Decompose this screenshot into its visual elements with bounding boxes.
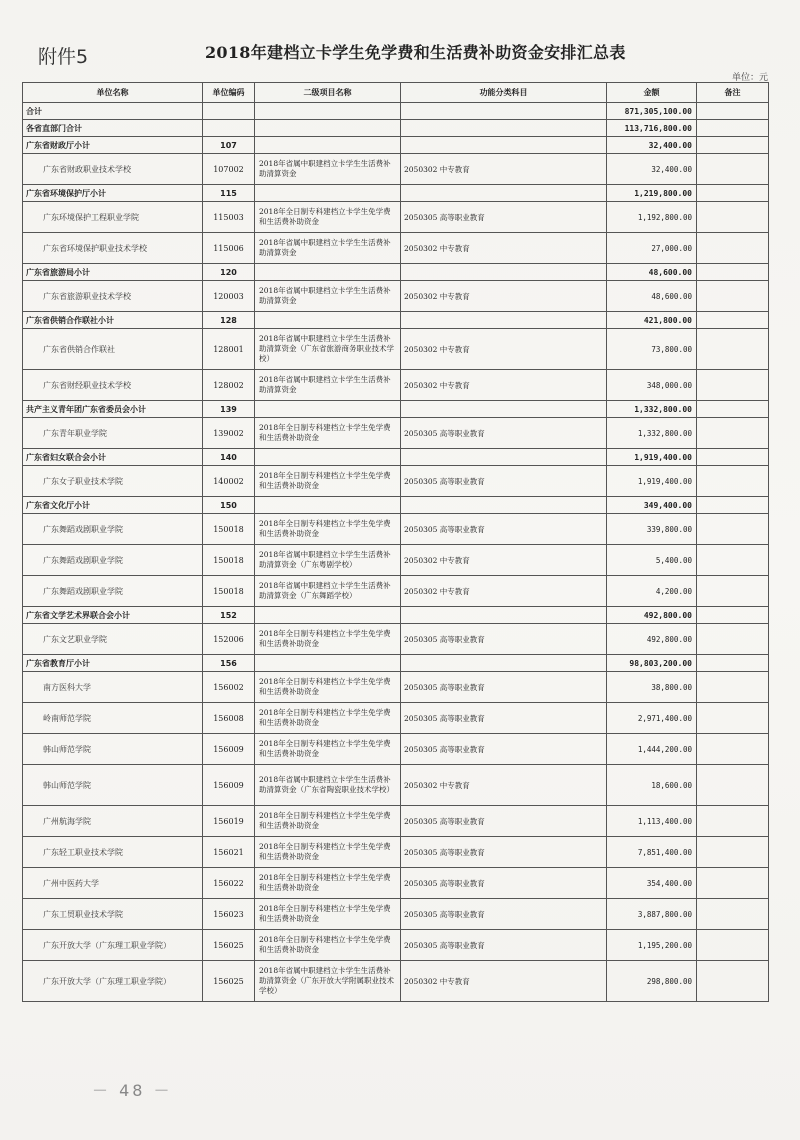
table-cell-project-name: 2018年全日制专科建档立卡学生免学费和生活费补助资金 bbox=[255, 837, 401, 868]
table-cell-remarks bbox=[697, 120, 769, 137]
table-cell-unit-name: 广东省供销合作联社 bbox=[23, 329, 203, 370]
subtotal-row bbox=[23, 120, 769, 137]
table-cell-remarks bbox=[697, 185, 769, 202]
table-cell-function-subject: 2050305 高等职业教育 bbox=[401, 899, 607, 930]
table-cell-unit-code: 115 bbox=[203, 185, 255, 202]
table-cell-remarks bbox=[697, 466, 769, 497]
table-cell-function-subject: 2050305 高等职业教育 bbox=[401, 868, 607, 899]
header-unit-code: 单位编码 bbox=[203, 83, 255, 103]
table-cell-unit-code: 150 bbox=[203, 497, 255, 514]
table-cell-project-name: 2018年全日制专科建档立卡学生免学费和生活费补助资金 bbox=[255, 624, 401, 655]
table-cell-function-subject bbox=[401, 312, 607, 329]
table-row bbox=[23, 281, 769, 312]
table-cell-amount: 38,800.00 bbox=[607, 672, 697, 703]
table-row bbox=[23, 624, 769, 655]
table-cell-amount: 1,332,800.00 bbox=[607, 401, 697, 418]
table-row bbox=[23, 703, 769, 734]
table-cell-project-name: 2018年全日制专科建档立卡学生免学费和生活费补助资金 bbox=[255, 868, 401, 899]
table-cell-remarks bbox=[697, 672, 769, 703]
table-row bbox=[23, 672, 769, 703]
table-cell-unit-code: 150018 bbox=[203, 545, 255, 576]
table-cell-amount: 4,200.00 bbox=[607, 576, 697, 607]
table-cell-unit-name: 广东省环境保护职业技术学校 bbox=[23, 233, 203, 264]
table-cell-function-subject: 2050305 高等职业教育 bbox=[401, 806, 607, 837]
table-cell-function-subject bbox=[401, 401, 607, 418]
table-cell-function-subject bbox=[401, 449, 607, 466]
table-cell-function-subject: 2050302 中专教育 bbox=[401, 233, 607, 264]
table-cell-unit-code: 139 bbox=[203, 401, 255, 418]
table-row bbox=[23, 154, 769, 185]
table-cell-function-subject: 2050302 中专教育 bbox=[401, 370, 607, 401]
table-cell-unit-name: 合计 bbox=[23, 103, 203, 120]
table-cell-unit-name: 广东舞蹈戏剧职业学院 bbox=[23, 576, 203, 607]
table-cell-unit-code: 156009 bbox=[203, 765, 255, 806]
table-cell-unit-name: 广州航海学院 bbox=[23, 806, 203, 837]
table-cell-project-name: 2018年全日制专科建档立卡学生免学费和生活费补助资金 bbox=[255, 202, 401, 233]
table-cell-function-subject bbox=[401, 655, 607, 672]
table-cell-project-name bbox=[255, 312, 401, 329]
header-amount: 金额 bbox=[607, 83, 697, 103]
table-cell-remarks bbox=[697, 449, 769, 466]
table-cell-project-name: 2018年省属中职建档立卡学生生活费补助清算资金（广东粤剧学校） bbox=[255, 545, 401, 576]
table-row bbox=[23, 899, 769, 930]
table-cell-unit-name: 共产主义青年团广东省委员会小计 bbox=[23, 401, 203, 418]
table-cell-unit-code: 156008 bbox=[203, 703, 255, 734]
table-cell-function-subject: 2050305 高等职业教育 bbox=[401, 418, 607, 449]
table-cell-unit-name: 广东青年职业学院 bbox=[23, 418, 203, 449]
table-cell-unit-name: 广东省财政职业技术学校 bbox=[23, 154, 203, 185]
table-cell-project-name bbox=[255, 264, 401, 281]
subtotal-row bbox=[23, 449, 769, 466]
table-cell-project-name bbox=[255, 120, 401, 137]
table-cell-amount: 349,400.00 bbox=[607, 497, 697, 514]
table-cell-unit-name: 广东环境保护工程职业学院 bbox=[23, 202, 203, 233]
table-cell-unit-code: 156009 bbox=[203, 734, 255, 765]
table-cell-unit-name: 广州中医药大学 bbox=[23, 868, 203, 899]
table-cell-unit-code: 150018 bbox=[203, 576, 255, 607]
table-cell-function-subject bbox=[401, 607, 607, 624]
table-row bbox=[23, 545, 769, 576]
attachment-label: 附件5 bbox=[38, 46, 89, 68]
table-cell-project-name bbox=[255, 655, 401, 672]
header-remarks: 备注 bbox=[697, 83, 769, 103]
table-cell-remarks bbox=[697, 281, 769, 312]
table-cell-unit-code: 156002 bbox=[203, 672, 255, 703]
table-cell-amount: 5,400.00 bbox=[607, 545, 697, 576]
table-cell-remarks bbox=[697, 497, 769, 514]
table-cell-amount: 298,800.00 bbox=[607, 961, 697, 1002]
table-cell-remarks bbox=[697, 837, 769, 868]
table-cell-unit-name: 广东文艺职业学院 bbox=[23, 624, 203, 655]
table-cell-remarks bbox=[697, 545, 769, 576]
table-cell-amount: 48,600.00 bbox=[607, 264, 697, 281]
table-cell-function-subject: 2050305 高等职业教育 bbox=[401, 624, 607, 655]
table-cell-unit-name: 韩山师范学院 bbox=[23, 765, 203, 806]
table-cell-unit-code: 156019 bbox=[203, 806, 255, 837]
table-cell-unit-name: 广东开放大学（广东理工职业学院） bbox=[23, 961, 203, 1002]
table-cell-remarks bbox=[697, 264, 769, 281]
table-cell-unit-name: 广东省文学艺术界联合会小计 bbox=[23, 607, 203, 624]
table-cell-function-subject: 2050305 高等职业教育 bbox=[401, 514, 607, 545]
table-cell-function-subject: 2050305 高等职业教育 bbox=[401, 734, 607, 765]
table-cell-amount: 492,800.00 bbox=[607, 607, 697, 624]
subtotal-row bbox=[23, 312, 769, 329]
table-row bbox=[23, 961, 769, 1002]
table-cell-amount: 2,971,400.00 bbox=[607, 703, 697, 734]
table-row bbox=[23, 370, 769, 401]
page-number: － 48 － bbox=[92, 1081, 173, 1100]
table-cell-remarks bbox=[697, 233, 769, 264]
table-cell-unit-name: 广东开放大学（广东理工职业学院） bbox=[23, 930, 203, 961]
table-cell-remarks bbox=[697, 961, 769, 1002]
table-cell-function-subject: 2050302 中专教育 bbox=[401, 576, 607, 607]
table-cell-amount: 354,400.00 bbox=[607, 868, 697, 899]
table-cell-amount: 871,305,100.00 bbox=[607, 103, 697, 120]
table-cell-project-name: 2018年省属中职建档立卡学生生活费补助清算资金（广东省陶瓷职业技术学校） bbox=[255, 765, 401, 806]
table-cell-remarks bbox=[697, 329, 769, 370]
table-cell-unit-code: 156025 bbox=[203, 961, 255, 1002]
table-cell-unit-code: 156021 bbox=[203, 837, 255, 868]
table-cell-remarks bbox=[697, 202, 769, 233]
unit-label: 单位：元 bbox=[732, 73, 769, 83]
table-cell-remarks bbox=[697, 703, 769, 734]
table-cell-unit-code: 152 bbox=[203, 607, 255, 624]
document-title: 2018年建档立卡学生免学费和生活费补助资金安排汇总表 bbox=[205, 43, 626, 62]
table-cell-amount: 32,400.00 bbox=[607, 154, 697, 185]
table-cell-remarks bbox=[697, 418, 769, 449]
table-cell-amount: 1,919,400.00 bbox=[607, 466, 697, 497]
header-function-subject: 功能分类科目 bbox=[401, 83, 607, 103]
table-cell-unit-code: 139002 bbox=[203, 418, 255, 449]
header-unit-name: 单位名称 bbox=[23, 83, 203, 103]
table-row bbox=[23, 806, 769, 837]
table-cell-unit-name: 广东舞蹈戏剧职业学院 bbox=[23, 545, 203, 576]
table-row bbox=[23, 837, 769, 868]
table-cell-unit-name: 广东省供销合作联社小计 bbox=[23, 312, 203, 329]
table-cell-remarks bbox=[697, 899, 769, 930]
subtotal-row bbox=[23, 264, 769, 281]
table-cell-remarks bbox=[697, 930, 769, 961]
table-cell-remarks bbox=[697, 734, 769, 765]
table-cell-function-subject bbox=[401, 120, 607, 137]
table-cell-amount: 492,800.00 bbox=[607, 624, 697, 655]
subtotal-row bbox=[23, 497, 769, 514]
table-cell-project-name bbox=[255, 103, 401, 120]
table-cell-function-subject: 2050305 高等职业教育 bbox=[401, 202, 607, 233]
table-cell-unit-code: 115006 bbox=[203, 233, 255, 264]
table-cell-unit-code: 120 bbox=[203, 264, 255, 281]
table-cell-function-subject bbox=[401, 264, 607, 281]
table-cell-project-name bbox=[255, 137, 401, 154]
table-cell-unit-code: 140 bbox=[203, 449, 255, 466]
table-cell-project-name bbox=[255, 497, 401, 514]
subtotal-row bbox=[23, 185, 769, 202]
table-cell-amount: 18,600.00 bbox=[607, 765, 697, 806]
table-cell-remarks bbox=[697, 401, 769, 418]
table-cell-remarks bbox=[697, 868, 769, 899]
table-cell-unit-name: 广东省财经职业技术学校 bbox=[23, 370, 203, 401]
subtotal-row bbox=[23, 137, 769, 154]
table-body bbox=[23, 103, 769, 1002]
table-cell-unit-name: 岭南师范学院 bbox=[23, 703, 203, 734]
table-cell-function-subject: 2050305 高等职业教育 bbox=[401, 837, 607, 868]
table-cell-unit-name: 广东省环境保护厅小计 bbox=[23, 185, 203, 202]
table-cell-amount: 27,000.00 bbox=[607, 233, 697, 264]
table-cell-unit-code: 128002 bbox=[203, 370, 255, 401]
table-cell-unit-code: 115003 bbox=[203, 202, 255, 233]
table-cell-project-name bbox=[255, 185, 401, 202]
table-cell-project-name bbox=[255, 607, 401, 624]
table-cell-remarks bbox=[697, 370, 769, 401]
table-cell-unit-name: 韩山师范学院 bbox=[23, 734, 203, 765]
table-cell-function-subject bbox=[401, 137, 607, 154]
table-cell-unit-name: 广东轻工职业技术学院 bbox=[23, 837, 203, 868]
table-cell-unit-code: 156023 bbox=[203, 899, 255, 930]
table-cell-amount: 3,887,800.00 bbox=[607, 899, 697, 930]
table-cell-project-name: 2018年全日制专科建档立卡学生免学费和生活费补助资金 bbox=[255, 672, 401, 703]
table-cell-unit-code: 140002 bbox=[203, 466, 255, 497]
table-cell-function-subject: 2050305 高等职业教育 bbox=[401, 703, 607, 734]
table-cell-function-subject bbox=[401, 103, 607, 120]
table-row bbox=[23, 765, 769, 806]
table-cell-unit-name: 广东省财政厅小计 bbox=[23, 137, 203, 154]
table-cell-function-subject: 2050305 高等职业教育 bbox=[401, 466, 607, 497]
table-cell-amount: 1,919,400.00 bbox=[607, 449, 697, 466]
table-cell-function-subject bbox=[401, 185, 607, 202]
table-cell-amount: 348,000.00 bbox=[607, 370, 697, 401]
table-cell-amount: 73,800.00 bbox=[607, 329, 697, 370]
table-cell-unit-name: 广东女子职业技术学院 bbox=[23, 466, 203, 497]
table-cell-unit-code bbox=[203, 103, 255, 120]
table-cell-amount: 1,195,200.00 bbox=[607, 930, 697, 961]
table-cell-unit-name: 广东省文化厅小计 bbox=[23, 497, 203, 514]
table-cell-remarks bbox=[697, 154, 769, 185]
table-cell-project-name: 2018年省属中职建档立卡学生生活费补助清算资金（广东省旅游商务职业技术学校） bbox=[255, 329, 401, 370]
table-cell-remarks bbox=[697, 576, 769, 607]
table-cell-unit-name: 广东省旅游职业技术学校 bbox=[23, 281, 203, 312]
table-cell-amount: 98,803,200.00 bbox=[607, 655, 697, 672]
table-cell-remarks bbox=[697, 103, 769, 120]
table-cell-amount: 7,851,400.00 bbox=[607, 837, 697, 868]
funding-table bbox=[22, 82, 769, 1002]
table-cell-project-name: 2018年全日制专科建档立卡学生免学费和生活费补助资金 bbox=[255, 703, 401, 734]
table-cell-project-name: 2018年省属中职建档立卡学生生活费补助清算资金（广东舞蹈学校） bbox=[255, 576, 401, 607]
table-row bbox=[23, 233, 769, 264]
table-cell-remarks bbox=[697, 624, 769, 655]
table-row bbox=[23, 930, 769, 961]
table-cell-function-subject: 2050302 中专教育 bbox=[401, 961, 607, 1002]
table-cell-unit-name: 各省直部门合计 bbox=[23, 120, 203, 137]
table-cell-function-subject: 2050302 中专教育 bbox=[401, 281, 607, 312]
table-cell-project-name: 2018年全日制专科建档立卡学生免学费和生活费补助资金 bbox=[255, 734, 401, 765]
subtotal-row bbox=[23, 655, 769, 672]
table-cell-project-name: 2018年全日制专科建档立卡学生免学费和生活费补助资金 bbox=[255, 514, 401, 545]
table-row bbox=[23, 329, 769, 370]
table-cell-unit-code: 128 bbox=[203, 312, 255, 329]
table-cell-function-subject: 2050305 高等职业教育 bbox=[401, 930, 607, 961]
table-cell-amount: 1,332,800.00 bbox=[607, 418, 697, 449]
table-cell-unit-code: 156 bbox=[203, 655, 255, 672]
table-cell-amount: 1,192,800.00 bbox=[607, 202, 697, 233]
table-cell-unit-code: 120003 bbox=[203, 281, 255, 312]
subtotal-row bbox=[23, 607, 769, 624]
header-project-name: 二级项目名称 bbox=[255, 83, 401, 103]
table-cell-unit-code: 150018 bbox=[203, 514, 255, 545]
table-cell-project-name: 2018年全日制专科建档立卡学生免学费和生活费补助资金 bbox=[255, 466, 401, 497]
table-cell-project-name: 2018年全日制专科建档立卡学生免学费和生活费补助资金 bbox=[255, 806, 401, 837]
table-cell-unit-code: 152006 bbox=[203, 624, 255, 655]
table-cell-project-name: 2018年省属中职建档立卡学生生活费补助清算资金 bbox=[255, 154, 401, 185]
subtotal-row bbox=[23, 401, 769, 418]
table-cell-function-subject: 2050302 中专教育 bbox=[401, 545, 607, 576]
table-cell-project-name: 2018年全日制专科建档立卡学生免学费和生活费补助资金 bbox=[255, 418, 401, 449]
table-cell-unit-name: 广东省教育厅小计 bbox=[23, 655, 203, 672]
table-cell-amount: 113,716,800.00 bbox=[607, 120, 697, 137]
table-cell-project-name: 2018年省属中职建档立卡学生生活费补助清算资金 bbox=[255, 370, 401, 401]
table-cell-remarks bbox=[697, 137, 769, 154]
table-row bbox=[23, 418, 769, 449]
table-cell-remarks bbox=[697, 514, 769, 545]
table-row bbox=[23, 734, 769, 765]
table-cell-amount: 32,400.00 bbox=[607, 137, 697, 154]
table-cell-function-subject: 2050302 中专教育 bbox=[401, 154, 607, 185]
table-cell-unit-name: 广东舞蹈戏剧职业学院 bbox=[23, 514, 203, 545]
table-cell-unit-code: 156022 bbox=[203, 868, 255, 899]
table-row bbox=[23, 466, 769, 497]
table-cell-function-subject: 2050302 中专教育 bbox=[401, 765, 607, 806]
table-cell-remarks bbox=[697, 765, 769, 806]
table-cell-project-name: 2018年省属中职建档立卡学生生活费补助清算资金 bbox=[255, 233, 401, 264]
table-cell-remarks bbox=[697, 607, 769, 624]
table-cell-remarks bbox=[697, 655, 769, 672]
table-cell-unit-code: 107 bbox=[203, 137, 255, 154]
table-cell-unit-name: 广东工贸职业技术学院 bbox=[23, 899, 203, 930]
table-cell-project-name: 2018年全日制专科建档立卡学生免学费和生活费补助资金 bbox=[255, 899, 401, 930]
table-cell-amount: 339,800.00 bbox=[607, 514, 697, 545]
table-cell-amount: 421,800.00 bbox=[607, 312, 697, 329]
table-cell-project-name bbox=[255, 449, 401, 466]
table-cell-project-name: 2018年全日制专科建档立卡学生免学费和生活费补助资金 bbox=[255, 930, 401, 961]
table-cell-amount: 1,444,200.00 bbox=[607, 734, 697, 765]
table-cell-function-subject: 2050305 高等职业教育 bbox=[401, 672, 607, 703]
subtotal-row bbox=[23, 103, 769, 120]
table-cell-unit-code bbox=[203, 120, 255, 137]
table-cell-project-name bbox=[255, 401, 401, 418]
table-cell-project-name: 2018年省属中职建档立卡学生生活费补助清算资金 bbox=[255, 281, 401, 312]
table-cell-amount: 1,113,400.00 bbox=[607, 806, 697, 837]
table-cell-unit-name: 南方医科大学 bbox=[23, 672, 203, 703]
table-cell-function-subject: 2050302 中专教育 bbox=[401, 329, 607, 370]
table-cell-function-subject bbox=[401, 497, 607, 514]
table-cell-unit-name: 广东省旅游局小计 bbox=[23, 264, 203, 281]
table-row bbox=[23, 514, 769, 545]
table-cell-amount: 1,219,800.00 bbox=[607, 185, 697, 202]
table-row bbox=[23, 868, 769, 899]
table-cell-remarks bbox=[697, 806, 769, 837]
table-cell-amount: 48,600.00 bbox=[607, 281, 697, 312]
table-cell-project-name: 2018年省属中职建档立卡学生生活费补助清算资金（广东开放大学附属职业技术学校） bbox=[255, 961, 401, 1002]
table-row bbox=[23, 202, 769, 233]
table-cell-unit-code: 107002 bbox=[203, 154, 255, 185]
table-header-row bbox=[23, 83, 769, 103]
table-cell-unit-code: 128001 bbox=[203, 329, 255, 370]
table-cell-unit-code: 156025 bbox=[203, 930, 255, 961]
table-cell-unit-name: 广东省妇女联合会小计 bbox=[23, 449, 203, 466]
table-row bbox=[23, 576, 769, 607]
table-cell-remarks bbox=[697, 312, 769, 329]
